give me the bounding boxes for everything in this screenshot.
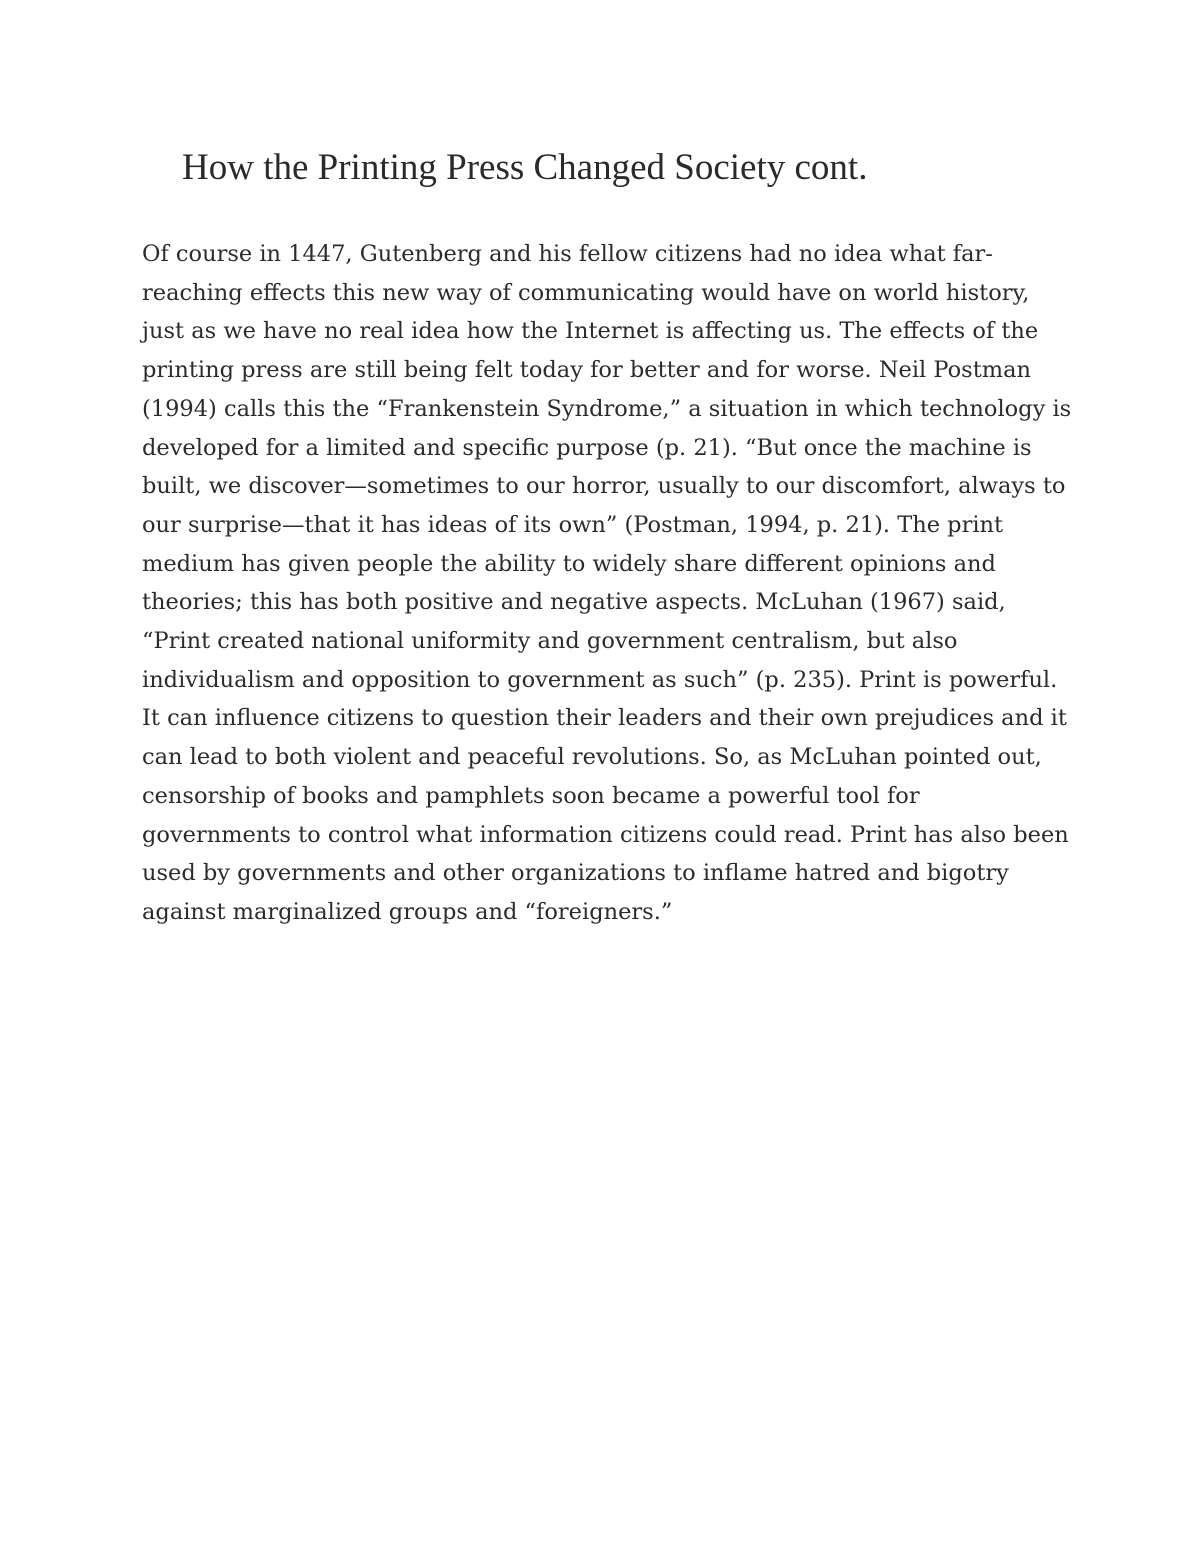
- body-paragraph: Of course in 1447, Gutenberg and his fellow citizens had no idea what far-reaching effects this new way of communicating would have on world history, just as we have no real idea how the Internet is affecting us. The effects of the printing press are still being felt today for better and for worse. Neil Postman (1994) calls this the “Frankenstein Syndrome,” a situation in which technology is developed for a limited and specific purpose (p. 21). “But once the machine is built, we discover—sometimes to our horror, usually to our discomfort, always to our surprise—that it has ideas of its own” (Postman, 1994, p. 21). The print medium has given people the ability to widely share different opinions and theories; this has both positive and negative aspects. McLuhan (1967) said, “Print created national uniformity and government centralism, but also individualism and opposition to government as such” (p. 235). Print is powerful. It can influence citizens to question their leaders and their own prejudices and it can lead to both violent and peaceful revolutions. So, as McLuhan pointed out, censorship of books and pamphlets soon became a powerful tool for governments to control what information citizens could read. Print has also been used by governments and other organizations to inflame hatred and bigotry against marginalized groups and “foreigners.”: [142, 241, 1072, 925]
- page-title: How the Printing Press Changed Society cont.: [182, 147, 868, 188]
